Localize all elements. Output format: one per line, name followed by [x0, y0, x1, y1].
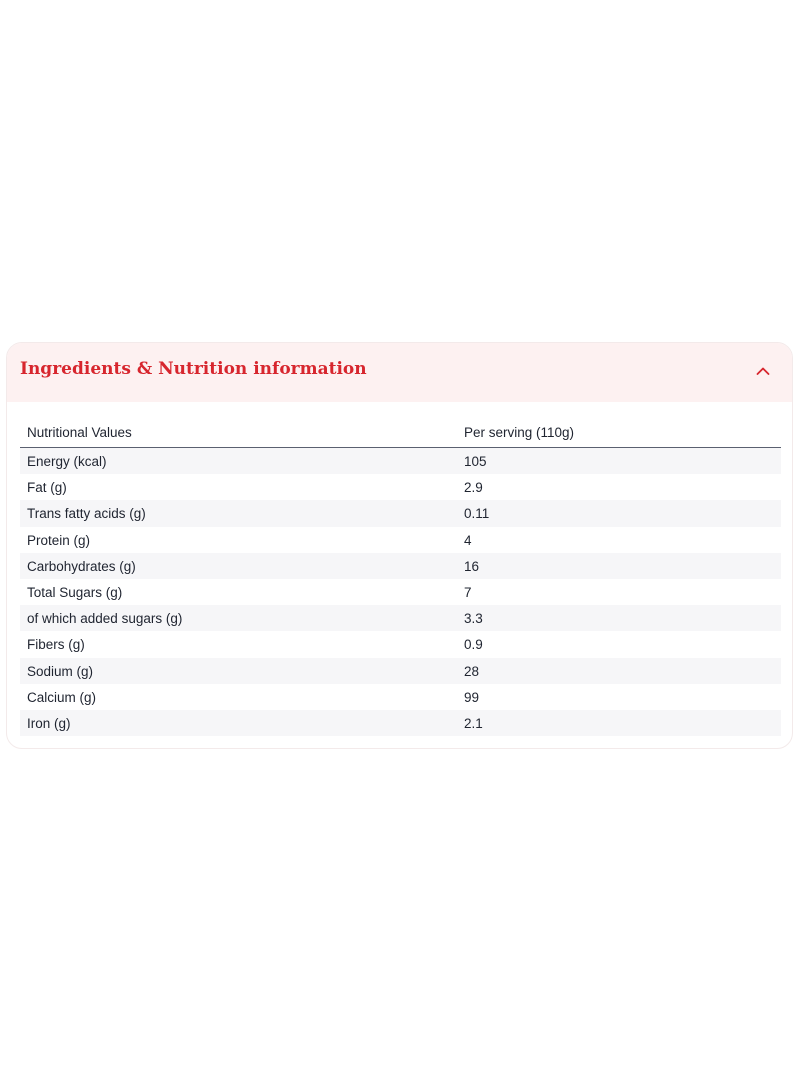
table-row	[20, 474, 781, 500]
nutrient-value: 105	[464, 454, 487, 469]
nutrient-name: Protein (g)	[27, 532, 91, 548]
nutrition-accordion	[6, 342, 793, 749]
nutrient-value: 16	[464, 558, 480, 574]
chevron-up-icon[interactable]	[756, 364, 770, 378]
nutrient-name: Fat (g)	[27, 480, 67, 496]
nutrient-value: 0.9	[464, 637, 483, 653]
nutrient-name: Energy (kcal)	[27, 454, 107, 469]
nutrient-name: Carbohydrates (g)	[27, 558, 136, 574]
nutrient-value: 2.9	[464, 480, 483, 496]
accordion-title: Ingredients & Nutrition information	[20, 359, 367, 379]
table-row	[20, 448, 781, 474]
table-row	[20, 710, 781, 736]
nutrient-value: 4	[464, 532, 472, 548]
header-per-serving: Per serving (110g)	[464, 425, 575, 440]
nutrient-value: 0.11	[464, 506, 490, 522]
nutrient-value: 28	[464, 663, 480, 679]
nutrient-name: Sodium (g)	[27, 663, 94, 679]
table-row	[20, 631, 781, 657]
nutrition-table	[20, 417, 781, 736]
table-header	[20, 417, 781, 448]
nutrient-name: Fibers (g)	[27, 637, 85, 653]
nutrient-value: 3.3	[464, 611, 483, 627]
table-row	[20, 579, 781, 605]
table-row	[20, 605, 781, 631]
table-row	[20, 658, 781, 684]
nutrient-name: Total Sugars (g)	[27, 584, 123, 600]
nutrient-name: of which added sugars (g)	[27, 611, 183, 627]
nutrient-name: Trans fatty acids (g)	[27, 506, 146, 522]
table-row	[20, 500, 781, 526]
nutrient-value: 7	[464, 584, 472, 600]
header-nutritional-values: Nutritional Values	[27, 425, 132, 440]
table-row	[20, 527, 781, 553]
nutrient-value: 2.1	[464, 715, 483, 731]
accordion-header[interactable]	[7, 343, 792, 402]
table-row	[20, 684, 781, 710]
nutrient-name: Iron (g)	[27, 715, 71, 731]
table-row	[20, 553, 781, 579]
nutrient-name: Calcium (g)	[27, 689, 97, 705]
table-body	[20, 448, 781, 736]
nutrient-value: 99	[464, 689, 480, 705]
